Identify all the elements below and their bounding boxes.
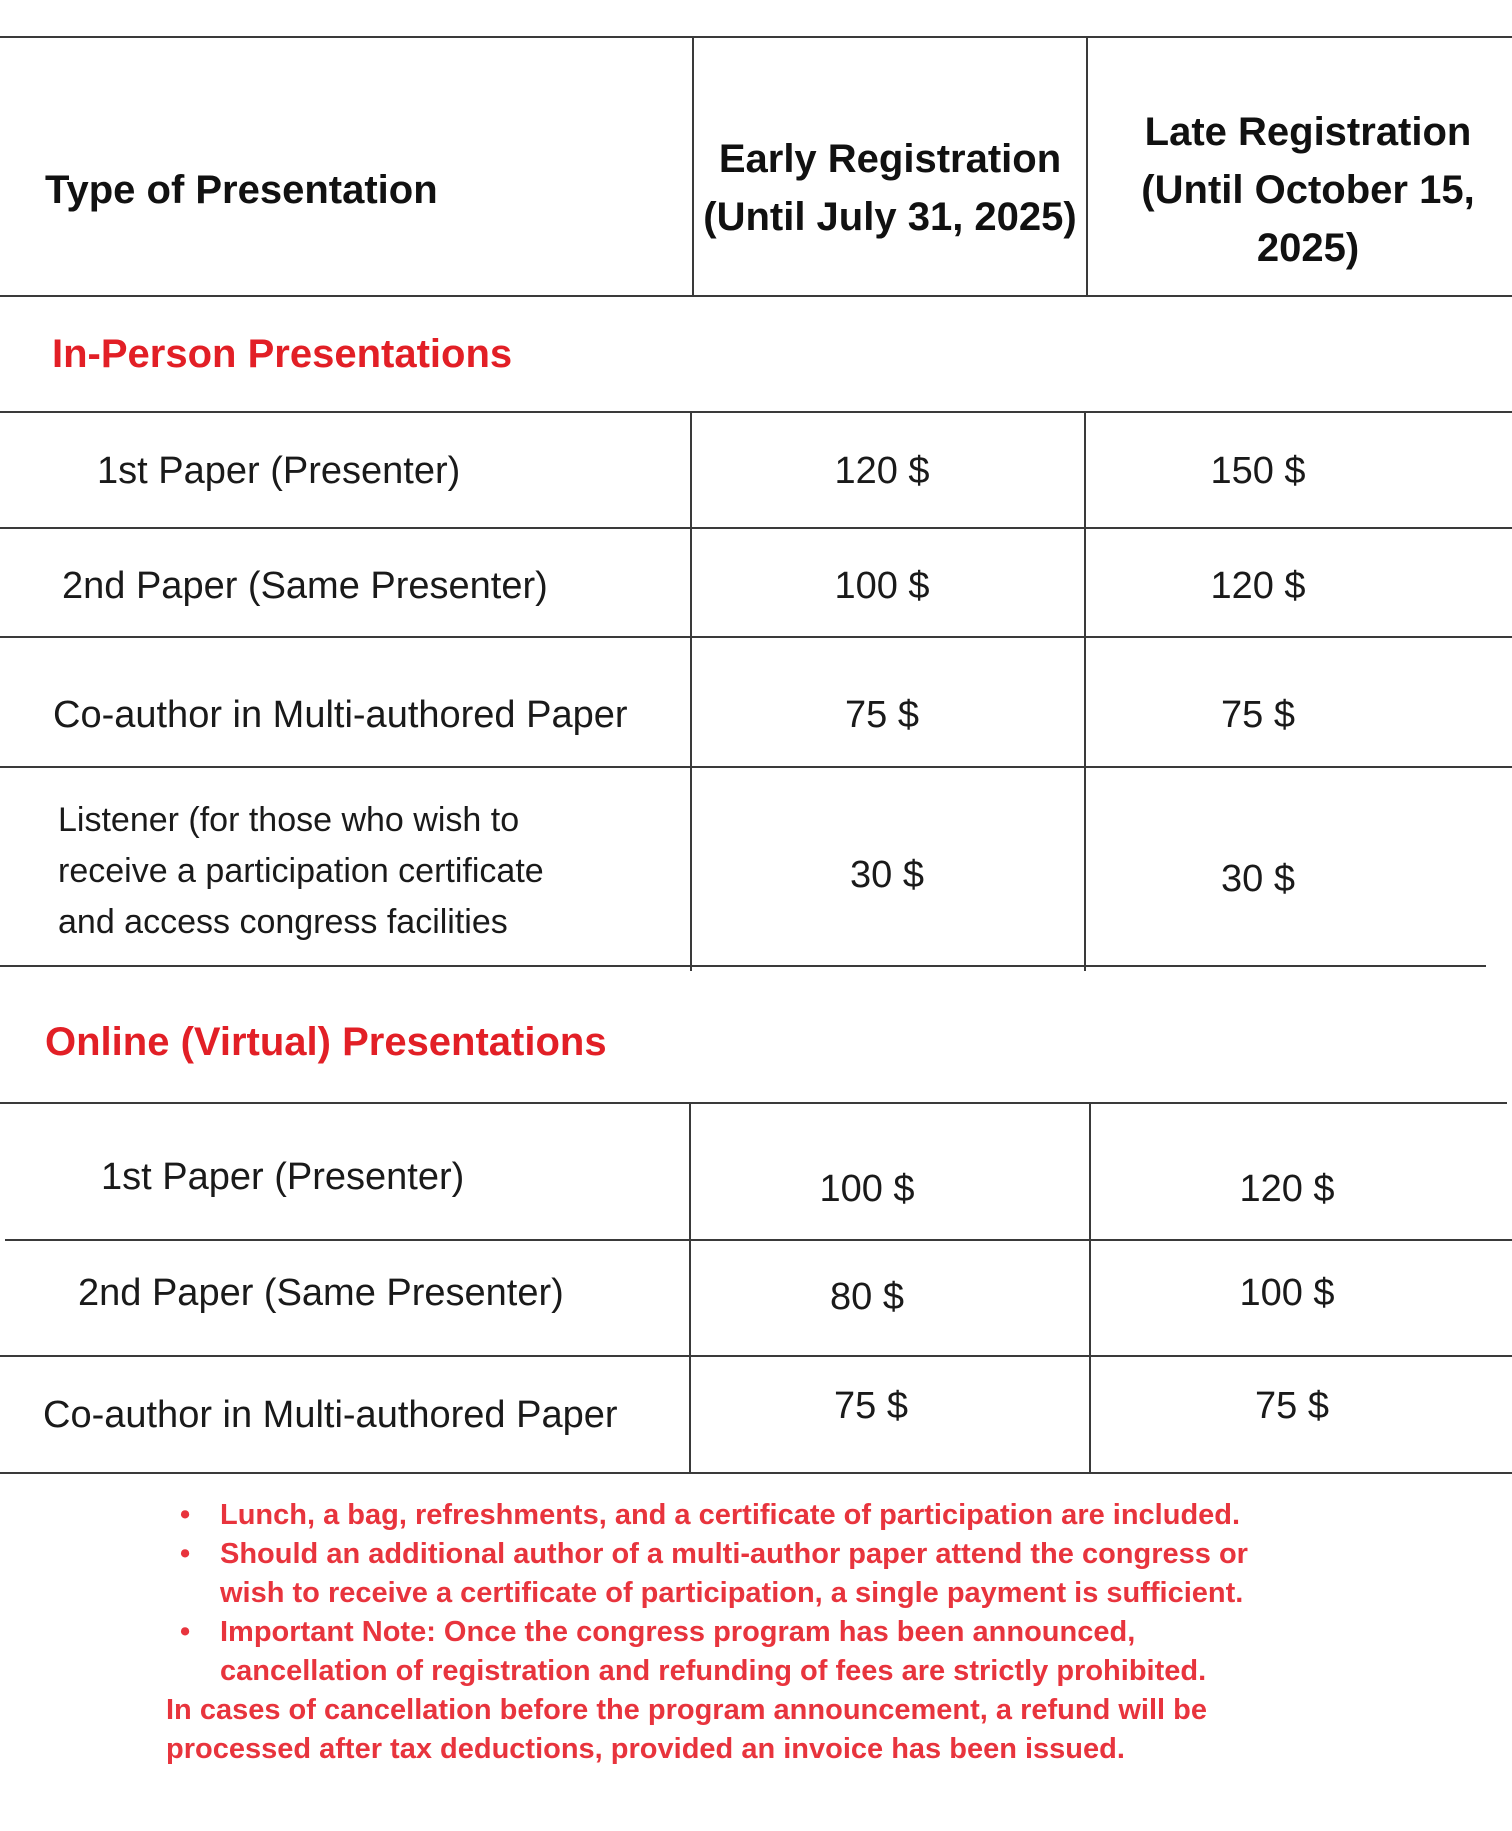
early-price: 75 $ <box>834 1385 908 1427</box>
note-item <box>220 1613 1280 1691</box>
late-price: 120 $ <box>1239 1168 1335 1210</box>
note-line: • Should an additional author of a multi-author paper attend the congress or <box>220 1538 1248 1570</box>
header-early-line1: Early Registration <box>718 137 1062 181</box>
late-price: 75 $ <box>1221 694 1295 736</box>
note-line: cancellation of registration and refunding of fees are strictly prohibited. <box>220 1655 1207 1687</box>
note-item <box>220 1496 1280 1535</box>
notes-list <box>160 1496 1280 1691</box>
listener-label <box>58 795 544 948</box>
row-label: Co-author in Multi-authored Paper <box>53 694 628 736</box>
listener-line3: and access congress facilities <box>58 903 508 941</box>
early-price: 120 $ <box>834 450 930 492</box>
table-rule <box>0 411 1512 413</box>
table-col-divider <box>1084 413 1086 971</box>
listener-line1: Listener (for those who wish to <box>58 801 520 839</box>
note-line: processed after tax deductions, provided an invoice has been issued. <box>166 1733 1125 1765</box>
row-label: 1st Paper (Presenter) <box>101 1156 465 1198</box>
table-rule <box>5 1239 1512 1241</box>
cancellation-note <box>166 1691 1280 1769</box>
header-late-line3: 2025) <box>1256 226 1360 270</box>
late-price: 75 $ <box>1255 1385 1329 1427</box>
note-line: • Lunch, a bag, refreshments, and a certificate of participation are included. <box>220 1499 1241 1531</box>
table-rule <box>0 636 1512 638</box>
header-early-registration <box>694 130 1086 246</box>
section-title-in-person: In-Person Presentations <box>52 332 513 376</box>
notes <box>160 1496 1280 1769</box>
early-price: 75 $ <box>845 694 919 736</box>
note-line: wish to receive a certificate of participation, a single payment is sufficient. <box>220 1577 1244 1609</box>
early-price: 100 $ <box>819 1168 915 1210</box>
note-line: • Important Note: Once the congress program has been announced, <box>220 1616 1136 1648</box>
table-rule <box>0 1102 1507 1104</box>
early-price: 100 $ <box>834 565 930 607</box>
late-price: 150 $ <box>1210 450 1306 492</box>
section-title-online: Online (Virtual) Presentations <box>45 1020 607 1064</box>
header-early-line2: (Until July 31, 2025) <box>703 195 1077 239</box>
row-label: Co-author in Multi-authored Paper <box>43 1394 618 1436</box>
row-label: 2nd Paper (Same Presenter) <box>62 565 548 607</box>
table-rule-bottom <box>0 1472 1512 1474</box>
note-item <box>220 1535 1280 1613</box>
table-rule-header-bottom <box>0 295 1512 297</box>
table-rule-top <box>0 36 1512 38</box>
table-col-divider <box>1089 1102 1091 1472</box>
late-price: 120 $ <box>1210 565 1306 607</box>
header-late-line1: Late Registration <box>1144 110 1472 154</box>
header-type-of-presentation: Type of Presentation <box>45 168 438 212</box>
table-rule <box>0 527 1512 529</box>
row-label: 2nd Paper (Same Presenter) <box>78 1272 564 1314</box>
late-price: 30 $ <box>1221 858 1295 900</box>
header-late-registration <box>1088 103 1512 277</box>
table-col-divider <box>690 413 692 971</box>
early-price: 80 $ <box>830 1276 904 1318</box>
table-rule <box>0 965 1486 967</box>
table-rule <box>0 766 1512 768</box>
row-label: 1st Paper (Presenter) <box>97 450 461 492</box>
header-late-line2: (Until October 15, <box>1141 168 1475 212</box>
listener-line2: receive a participation certificate <box>58 852 544 890</box>
table-rule <box>0 1355 1512 1357</box>
late-price: 100 $ <box>1239 1272 1335 1314</box>
early-price: 30 $ <box>850 854 924 896</box>
table-col-divider <box>689 1102 691 1472</box>
note-line: In cases of cancellation before the program announcement, a refund will be <box>166 1694 1207 1726</box>
